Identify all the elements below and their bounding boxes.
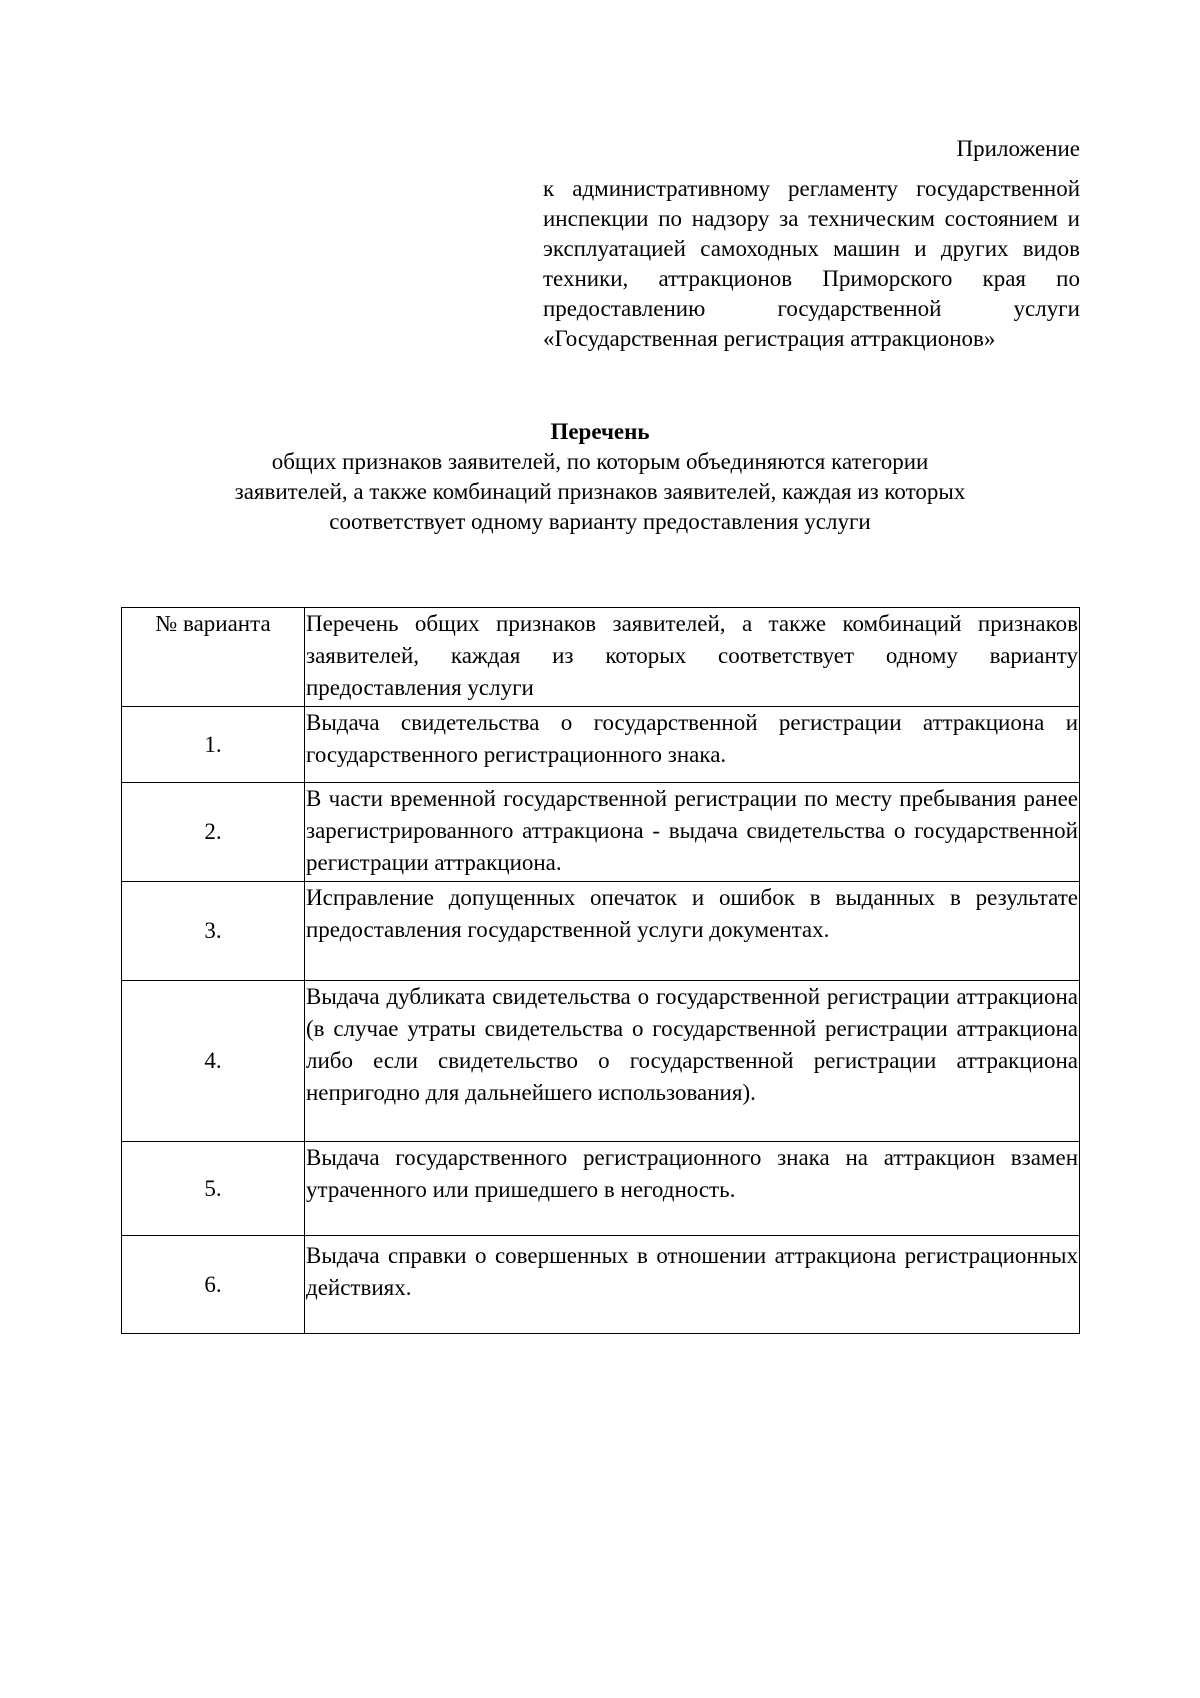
variant-number-cell: 3.: [122, 882, 305, 981]
table-row: [122, 981, 1080, 1142]
header-description-cell: Перечень общих признаков заявителей, а также комбинаций признаков заявителей, каждая из которых соответствует одному варианту предоставления услуги: [305, 608, 1080, 707]
appendix-title: Приложение: [956, 136, 1080, 161]
heading-subtitle-line-1: общих признаков заявителей, по которым объединяются категории: [271, 449, 929, 474]
variant-description-cell: Исправление допущенных опечаток и ошибок в выданных в результате предоставления государственной услуги документах.: [305, 882, 1080, 981]
appendix-reference: к административному регламенту государственной инспекции по надзору за техническим состоянием и эксплуатацией самоходных машин и других видов техники, аттракционов Приморского края по предоставлению государственной услуги «Государственная регистрация аттракционов»: [543, 176, 1080, 351]
table-row: [122, 783, 1080, 882]
heading-subtitle-line-3: соответствует одному варианту предоставления услуги: [329, 509, 871, 534]
variant-number-cell: 2.: [122, 783, 305, 882]
variant-number-cell: 6.: [122, 1236, 305, 1334]
heading-subtitle-line-2: заявителей, а также комбинаций признаков заявителей, каждая из которых: [234, 479, 966, 504]
variant-number-cell: 4.: [122, 981, 305, 1142]
heading-title: Перечень: [550, 419, 650, 444]
table-row: [122, 1142, 1080, 1236]
variant-number-cell: 1.: [122, 707, 305, 783]
table-row: [122, 707, 1080, 783]
table-header-row: [122, 608, 1080, 707]
variant-description-cell: В части временной государственной регистрации по месту пребывания ранее зарегистрированного аттракциона - выдача свидетельства о государственной регистрации аттракциона.: [305, 783, 1080, 882]
variant-description-cell: Выдача справки о совершенных в отношении аттракциона регистрационных действиях.: [305, 1236, 1080, 1334]
header-number-cell: № варианта: [122, 608, 305, 707]
variant-number-cell: 5.: [122, 1142, 305, 1236]
table-row: [122, 1236, 1080, 1334]
variants-table: [121, 607, 1080, 1334]
variant-description-cell: Выдача свидетельства о государственной регистрации аттракциона и государственного регистрационного знака.: [305, 707, 1080, 783]
variant-description-cell: Выдача дубликата свидетельства о государственной регистрации аттракциона (в случае утраты свидетельства о государственной регистрации аттракциона либо если свидетельство о государственной регистрации аттракциона непригодно для дальнейшего использования).: [305, 981, 1080, 1142]
document-heading: [0, 417, 1200, 537]
variant-description-cell: Выдача государственного регистрационного знака на аттракцион взамен утраченного или пришедшего в негодность.: [305, 1142, 1080, 1236]
table-row: [122, 882, 1080, 981]
